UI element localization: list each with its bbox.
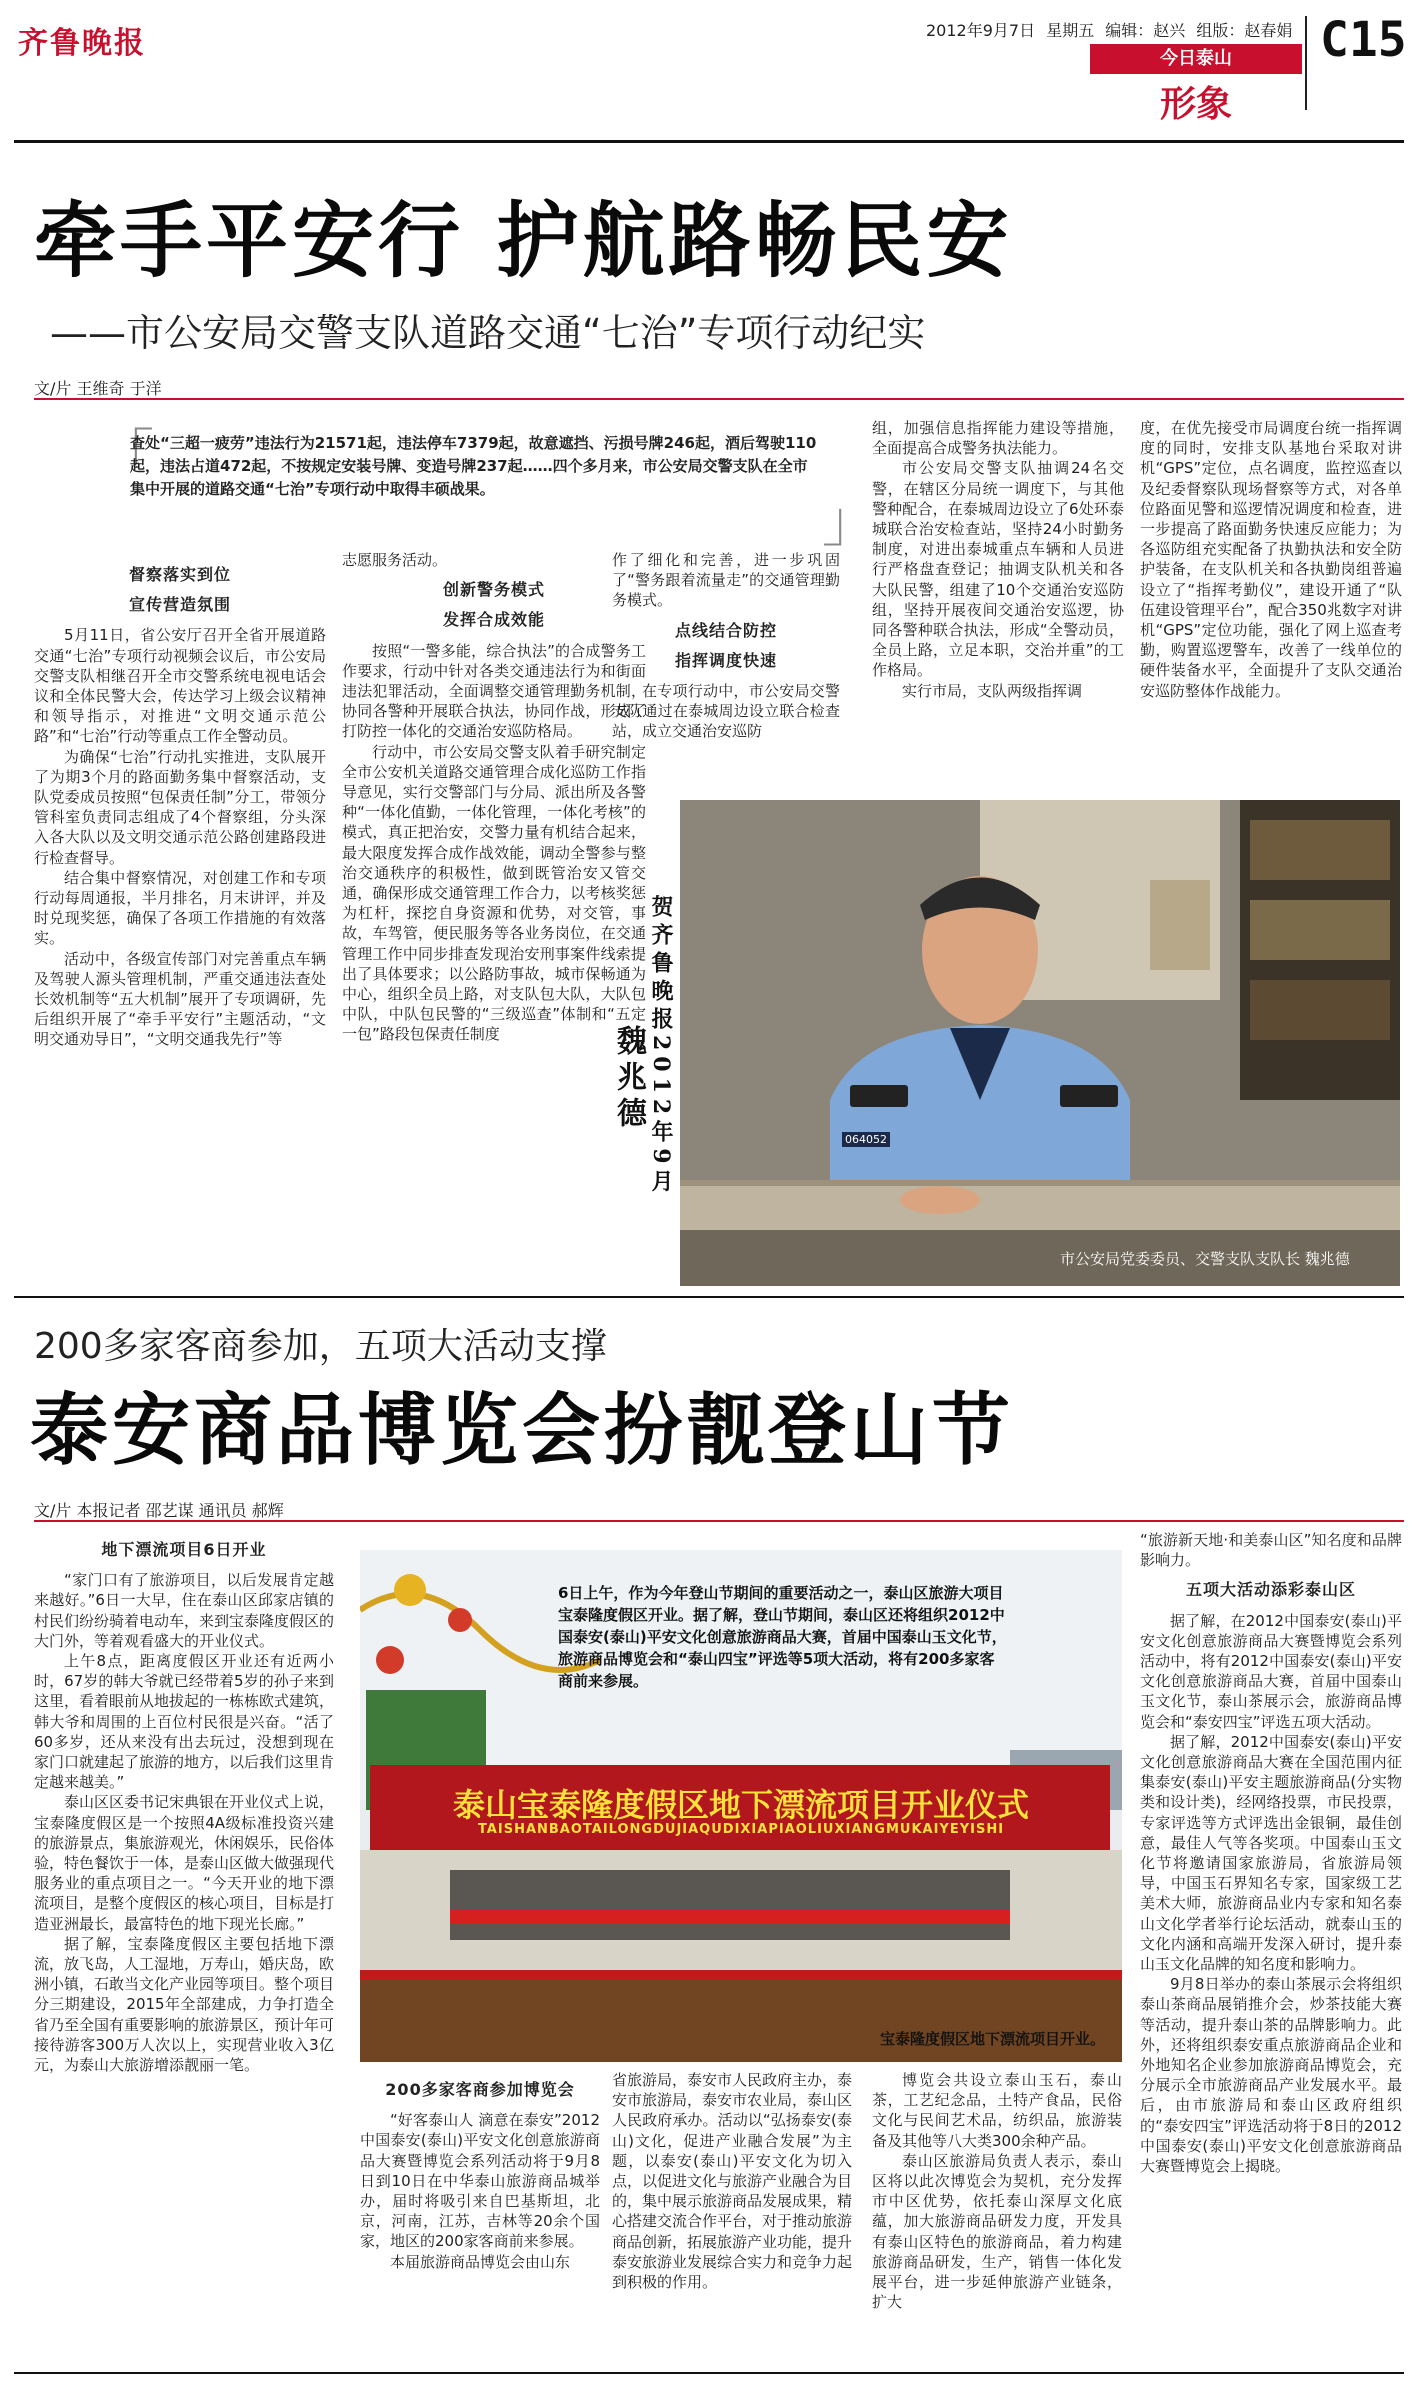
article2-column-5 (1140, 1530, 1402, 2370)
editor-credit: 编辑：赵兴 (1105, 21, 1186, 40)
article1-rule (34, 398, 1404, 400)
paragraph: “旅游新天地·和美泰山区”知名度和品牌影响力。 (1140, 1531, 1402, 1570)
section-banner: 今日泰山 (1090, 44, 1302, 74)
calligraphy-signature: 魏兆德 (611, 1025, 646, 1133)
paragraph: 作了细化和完善，进一步巩固了“警务跟着流量走”的交通管理勤务模式。 (612, 551, 840, 610)
quote-close-icon: 」 (822, 490, 878, 555)
designer-credit: 组版：赵春娟 (1196, 21, 1293, 40)
paragraph: 组，加强信息指挥能力建设等措施，全面提高合成警务执法能力。 (872, 419, 1124, 458)
paragraph: 度，在优先接受市局调度台统一指挥调度的同时，安排支队基地台采取对讲机“GPS”定位，点名调度，监控巡查以及纪委督察队现场督察等方式，对各单位路面见警和巡逻情况调度和检查，进一步提高了路面勤务快速反应能力；为各巡防组充实配备了执勤执法和安全防护装备，在支队机关和各执勤岗组普遍设立了“指挥考勤仪”，建设开通了“队伍建设管理平台”，配合350兆数字对讲机“GPS”定位功能，强化了网上巡查考勤，购置巡逻警车，改善了一线单位的硬件装备水平，全面提升了支队交通治安巡防整体作战能力。 (1140, 419, 1402, 700)
article2-column-3 (612, 2070, 852, 2370)
article1-column-2 (342, 550, 646, 1260)
article2-column-4 (872, 2070, 1122, 2370)
paragraph: 据了解，宝泰隆度假区主要包括地下漂流，放飞岛，人工湿地，万寿山，婚庆岛，欧洲小镇，石敢当文化产业园等项目。整个项目分三期建设，2015年全部建成，力争打造全省乃至全国有重要影响的旅游景区，预计年可接待游客300万人次以上，实现营业收入3亿元，为泰山大旅游增添靓丽一笔。 (34, 1934, 334, 2075)
issue-weekday: 星期五 (1046, 21, 1095, 40)
article1-column-1 (34, 555, 326, 1255)
col1-heading: 地下漂流项目6日开业 (101, 1540, 267, 1559)
article1-subheadline: ——市公安局交警支队道路交通“七治”专项行动纪实 (50, 311, 926, 355)
col5-heading: 五项大活动添彩泰山区 (1185, 1580, 1356, 1600)
col3-heading-2: 指挥调度快速 (674, 650, 777, 670)
article1-headline: 牵手平安行 护航路畅民安 (34, 193, 1013, 289)
paragraph: 据了解，2012中国泰安(泰山)平安文化创意旅游商品大赛在全国范围内征集泰安(泰山)平安主题旅游商品(分实物类和设计类)，经网络投票，市民投票，专家评选等方式评选出金银铜，最佳创意，最佳人气等各奖项。中国泰山玉文化节将邀请国家旅游局，省旅游局领导，中国玉石界知名专家，国家级工艺美术大师，旅游商品业内专家和知名泰山文化学者举行论坛活动，就泰山玉的文化内涵和高端开发深入研讨，提升泰山玉文化品牌的知名度和影响力。 (1140, 1732, 1402, 1974)
paragraph: 市公安局交警支队抽调24名交警，在辖区分局统一调度下，与其他警种配合，在泰城周边设立了6处环泰城联合治安检查站，坚持24小时勤务制度，对进出泰城重点车辆和人员进行严格盘查登记；抽调支队机关和各大队民警，组建了10个交通治安巡防组，坚持开展夜间交通治安巡逻，协同各警种联合执法，形成“全警动员，全员上路，立足本职，交治并重”的工作格局。 (872, 459, 1124, 680)
paragraph: 志愿服务活动。 (342, 551, 448, 569)
ceremony-banner-pinyin: TAISHANBAOTAILONGDUJIAQUDIXIAPIAOLIUXIANGMUKAIYEYISHI (477, 1822, 1005, 1837)
article2-headline: 泰安商品博览会扮靓登山节 (30, 1385, 1015, 1476)
paragraph: “好客泰山人 滴意在泰安”2012中国泰安(泰山)平安文化创意旅游商品大赛暨博览会系列活动将于9月8日到10日在中华泰山旅游商品城举办，届时将吸引来自巴基斯坦，北京，河南，江苏，吉林等20余个国家，地区的200家客商前来参展。 (360, 2111, 600, 2251)
paragraph: 按照“一警多能，综合执法”的合成警务工作要求，行动中针对各类交通违法行为和街面违法犯罪活动，全面调整交通管理勤务机制，协同各警种开展联合执法，协同作战，形成了打防控一体化的交通治安巡防格局。 (342, 641, 646, 741)
office-scene-image (680, 800, 1400, 1286)
paragraph: 行动中，市公安局交警支队着手研究制定全市公安机关道路交通管理合成化巡防工作指导意见，实行交警部门与分局、派出所及各警种“一体化值勤，一体化管理，一体化考核”的模式，真正把治安，交警力量有机结合起来，最大限度发挥合成作战效能，调动全警参与整治交通秩序的积极性，做到既管治安又管交通，确保形成交通管理工作合力，以考核奖惩为杠杆，探挖自身资源和优势，对交管，事故，车驾管，便民服务等各业务岗位，在交通管理工作中同步排查发现治安刑事案件线索提出了具体要求；以公路防事故，城市保畅通为中心，组织全员上路，对支队包大队，大队包中队，中队包民警的“三级巡查”体制和“五定一包”路段包保责任制度 (342, 742, 646, 1044)
paragraph: 9月8日举办的泰山茶展示会将组织泰山茶商品展销推介会，炒茶技能大赛等活动，提升泰山茶的品牌影响力。此外，还将组织泰安重点旅游商品企业和外地知名企业参加旅游商品博览会，充分展示全市旅游商品产业发展水平。最后，由市旅游局和泰山区政府组织的“泰安四宝”评选活动将于8日的2012中国泰安(泰山)平安文化创意旅游商品大赛暨博览会上揭晓。 (1140, 1975, 1402, 2176)
article1-column-3 (612, 550, 840, 790)
masthead-divider (1305, 16, 1307, 110)
article1-column-4 (872, 418, 1124, 790)
paragraph: 据了解，在2012中国泰安(泰山)平安文化创意旅游商品大赛暨博览会系列活动中，将有2012中国泰安(泰山)平安文化创意旅游商品大赛，首届中国泰山玉文化节，泰山茶展示会，旅游商品博览会和“泰安四宝”评选五项大活动。 (1140, 1611, 1402, 1731)
bottom-rule (14, 2372, 1404, 2374)
paragraph: 泰山区区委书记宋典银在开业仪式上说，宝泰隆度假区是一个按照4A级标准投资兴建的旅游景点，集旅游观光，休闲娱乐，民俗体验，特色餐饮于一体，是泰山区做大做强现代服务业的重点项目之一。“今天开业的地下漂流项目，是整个度假区的核心项目，目标是打造亚洲最长，最富特色的地下现光长廊。” (34, 1793, 334, 1933)
article2-intro: 6日上午，作为今年登山节期间的重要活动之一，泰山区旅游大项目宝泰隆度假区开业。据了解，登山节期间，泰山区还将组织2012中国泰安(泰山)平安文化创意旅游商品大赛，首届中国泰山玉文化节，旅游商品博览会和“泰山四宝”评选等5项大活动，将有200多家客商前来参展。 (558, 1584, 1007, 1690)
quote-open-icon: 「 (98, 424, 154, 489)
paragraph: 省旅游局，泰安市人民政府主办，泰安市旅游局，泰安市农业局，泰山区人民政府承办。活动以“弘扬泰安(泰山)文化，促进产业融合发展”为主题，以泰安(泰山)平安文化为切入点，以促进文化与旅游产业融合为目的，集中展示旅游商品发展成果，精心搭建交流合作平台，对于推动旅游商品创新，拓展旅游产业功能，提升泰安旅游业发展综合实力和竞争力起到积极的作用。 (612, 2071, 852, 2292)
article1-pull-quote: 查处“三超一疲劳”违法行为21571起，违法停车7379起，故意遮挡、污损号牌246起，酒后驾驶110起，违法占道472起，不按规定安装号牌、变造号牌237起……四个多月来，市公安局交警支队在全市集中开展的道路交通“七治”专项行动中取得丰硕战果。 (130, 434, 817, 498)
paragraph: “家门口有了旅游项目，以后发展肯定越来越好。”6日一大早，住在泰山区邱家店镇的村民们纷纷骑着电动车，来到宝泰隆度假区的大门外，等着观看盛大的开业仪式。 (34, 1571, 334, 1650)
article2-byline: 文/片 本报记者 邵艺谋 通讯员 郝辉 (34, 1501, 284, 1520)
calligraphy-note: 贺齐鲁晚报2012年9月 (648, 895, 674, 1198)
issue-meta (926, 18, 1292, 41)
col1-heading-2: 宣传营造氛围 (128, 595, 231, 615)
paragraph: 上午8点，距离度假区开业还有近两小时，67岁的韩大爷就已经带着5岁的孙子来到这里，看着眼前从地拔起的一栋栋欧式建筑，韩大爷和周围的上百位村民很是兴奋。“活了60多岁，还从来没有出去玩过，没想到现在家门口就建起了旅游的地方，以后我们这里肯定越来越美。” (34, 1652, 334, 1792)
article1-byline: 文/片 王维奇 于洋 (34, 379, 162, 398)
paragraph: 5月11日，省公安厅召开全省开展道路交通“七治”专项行动视频会议后，市公安局交警支队相继召开全市交警系统电视电话会议和全体民警大会，传达学习上级会议精神和领导指示，对推进“文明交通示范公路”和“七治”行动等重点工作全警动员。 (34, 626, 326, 746)
paragraph: 本届旅游商品博览会由山东 (390, 2252, 571, 2271)
paragraph: 泰山区旅游局负责人表示，泰山区将以此次博览会为契机，充分发挥市中区优势，依托泰山深厚文化底蕴，加大旅游商品研发力度，开发具有泰山区特色的旅游商品，着力构建旅游商品研发，生产，销售一体化发展平台，进一步延伸旅游产业链条，扩大 (872, 2151, 1122, 2312)
badge-number: 064052 (842, 1132, 890, 1147)
article1-column-5 (1140, 418, 1402, 790)
paper-logo: 齐鲁晚报 (18, 26, 146, 61)
ceremony-banner-text: 泰山宝泰隆度假区地下漂流项目开业仪式 (452, 1786, 1029, 1824)
paragraph: 活动中，各级宣传部门对完善重点车辆及驾驶人源头管理机制，严重交通违法查处长效机制等“五大机制”展开了专项调研，先后组织开展了“牵手平安行”主题活动，“文明交通劝导日”，“文明交通我先行”等 (34, 949, 326, 1049)
article2-subheadline: 200多家客商参加，五项大活动支撑 (34, 1326, 607, 1367)
col2-heading-2: 发挥合成效能 (442, 610, 545, 630)
paragraph: 结合集中督察情况，对创建工作和专项行动每周通报，半月排名，月末讲评，并及时兑现奖惩，确保了各项工作措施的有效落实。 (34, 868, 326, 948)
col2-heading-1: 创新警务模式 (442, 580, 545, 600)
col1-heading-1: 督察落实到位 (128, 565, 231, 584)
officer-photo (680, 800, 1400, 1286)
article2-rule (34, 1520, 1404, 1522)
issue-date: 2012年9月7日 (926, 21, 1036, 40)
article2-column-1 (34, 1530, 334, 2370)
paragraph: 为确保“七治”行动扎实推进，支队展开了为期3个月的路面勤务集中督察活动，支队党委成员按照“包保责任制”分工，带领分管科室负责同志组成了4个督察组，分头深入各大队以及文明交通示范公路创建路段进行检查督导。 (34, 747, 326, 867)
col3-heading-1: 点线结合防控 (674, 620, 777, 640)
page-number: C15 (1320, 12, 1407, 68)
section-title: 形象 (1160, 83, 1233, 125)
paragraph: 实行市局，支队两级指挥调 (902, 681, 1083, 700)
photo2-caption: 宝泰隆度假区地下漂流项目开业。 (880, 2030, 1106, 2048)
paragraph: 在专项行动中，市公安局交警支队通过在泰城周边设立联合检查站，成立交通治安巡防 (612, 682, 840, 741)
masthead-rule (14, 140, 1404, 143)
section-divider (14, 1296, 1404, 1298)
article2-column-2 (360, 2070, 600, 2370)
photo1-caption: 市公安局党委委员、交警支队支队长 魏兆德 (1060, 1250, 1350, 1268)
col2-heading: 200多家客商参加博览会 (385, 2080, 575, 2099)
paragraph: 博览会共设立泰山玉石，泰山茶，工艺纪念品，土特产食品，民俗文化与民间艺术品，纺织品，旅游装备及其他等八大类300余种产品。 (872, 2071, 1122, 2150)
